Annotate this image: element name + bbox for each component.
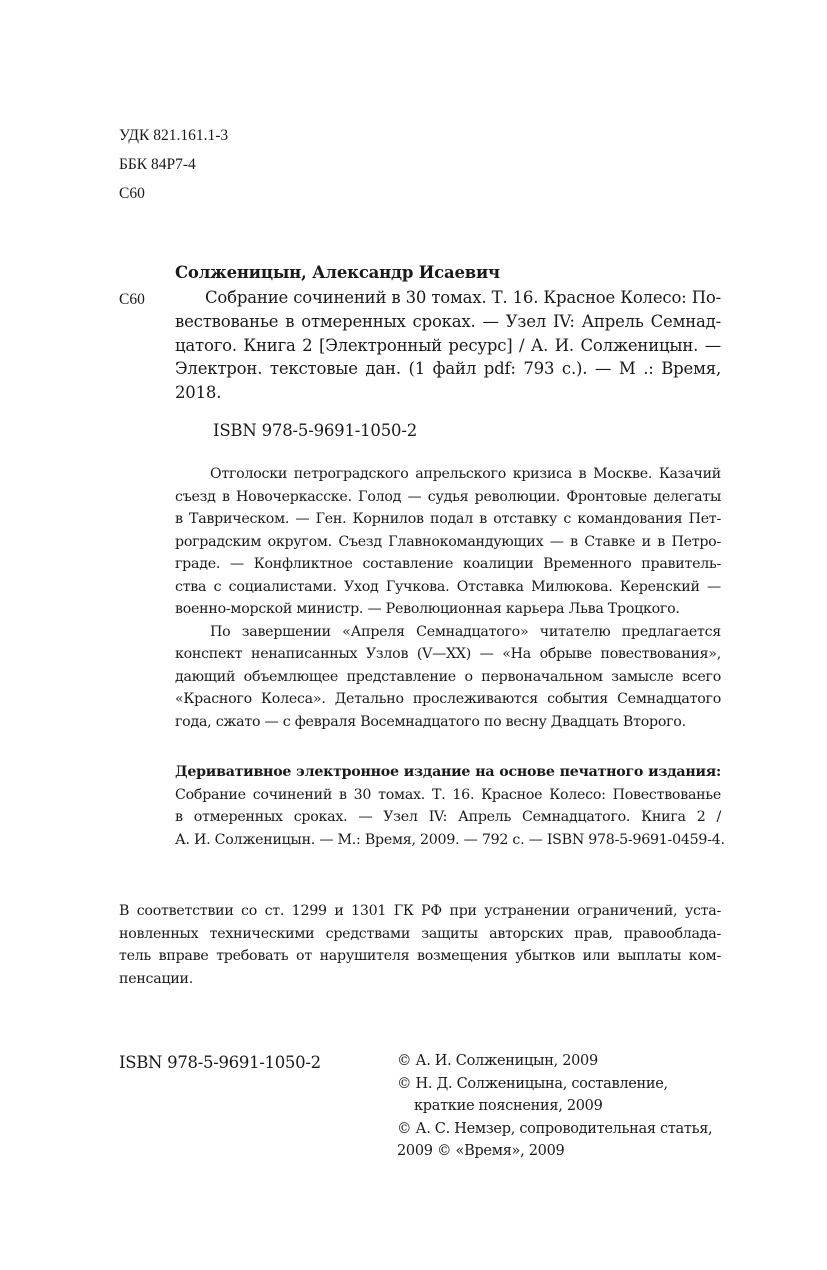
annotation-line: «Красного Колеса». Детально прослеживаются события Семнадцатого — [175, 691, 721, 707]
annotation-line: в Таврическом. — Ген. Корнилов подал в отставку с командования Пет- — [175, 511, 721, 527]
classification-codes — [119, 121, 228, 208]
copyright-line: краткие пояснения, 2009 — [414, 1098, 603, 1114]
annotation-line: граде. — Конфликтное составление коалиции Временного правитель- — [175, 556, 721, 572]
legal-line: пенсации. — [119, 970, 194, 987]
annotation-line: съезд в Новочеркасске. Голод — судья революции. Фронтовые делегаты — [175, 488, 721, 505]
legal-line: В соответствии со ст. 1299 и 1301 ГК РФ при устранении ограничений, уста- — [119, 903, 721, 919]
copyright-line: © А. С. Немзер, сопроводительная статья, — [397, 1120, 713, 1137]
udk-code: УДК 821.161.1-3 — [119, 127, 229, 144]
derivative-line: Собрание сочинений в 30 томах. Т. 16. Красное Колесо: Повествованье — [175, 786, 721, 803]
annotation — [175, 463, 721, 733]
footer-isbn: ISBN 978-5-9691-1050-2 — [119, 1053, 321, 1072]
description-line: 2018. — [175, 383, 222, 403]
derivative-line: А. И. Солженицын. — М.: Время, 2009. — 792 с. — ISBN 978-5-9691-0459-4. — [175, 831, 725, 848]
catalog-author-sign: С60 — [119, 291, 145, 308]
description-line: Собрание сочинений в 30 томах. Т. 16. Красное Колесо: По- — [205, 288, 721, 307]
annotation-line: военно-морской министр. — Революционная карьера Льва Троцкого. — [175, 601, 680, 617]
copyright-block — [397, 1050, 712, 1163]
annotation-line: ства с социалистами. Уход Гучкова. Отставка Милюкова. Керенский — — [175, 578, 721, 595]
description-line: цатого. Книга 2 [Электронный ресурс] / А. И. Солженицын. — — [175, 335, 721, 355]
catalog-author: Солженицын, Александр Исаевич — [175, 263, 500, 282]
legal-line: тель вправе требовать от нарушителя возмещения убытков или выплаты ком- — [119, 948, 721, 964]
derivative-heading: Деривативное электронное издание на основе печатного издания: — [175, 764, 721, 780]
bbk-code: ББК 84Р7-4 — [119, 156, 196, 173]
legal-line: новленных техническими средствами защиты авторских прав, правооблада- — [119, 925, 721, 942]
annotation-line: роградским округом. Съезд Главнокомандующих — в Ставке и в Петро- — [175, 533, 721, 550]
copyright-line: © Н. Д. Солженицына, составление, — [397, 1075, 668, 1092]
legal-notice — [119, 900, 721, 990]
catalog-description — [175, 286, 721, 405]
author-sign: С60 — [119, 185, 145, 202]
derivative-edition-note — [175, 761, 725, 851]
copyright-line: © А. И. Солженицын, 2009 — [397, 1053, 598, 1069]
annotation-line: конспект ненаписанных Узлов (V—XX) — «На обрыве повествования», — [175, 646, 721, 662]
derivative-line: в отмеренных сроках. — Узел IV: Апрель Семнадцатого. Книга 2 / — [175, 809, 721, 825]
description-line: Электрон. текстовые дан. (1 файл pdf: 793 с.). — М .: Время, — [175, 359, 721, 379]
annotation-line: По завершении «Апреля Семнадцатого» читателю предлагается — [210, 623, 721, 640]
copyright-line: 2009 © «Время», 2009 — [397, 1143, 565, 1159]
annotation-line: дающий объемлющее представление о первоначальном замысле всего — [175, 668, 721, 685]
annotation-line: года, сжато — с февраля Восемнадцатого по весну Двадцать Второго. — [175, 713, 686, 730]
catalog-isbn: ISBN 978-5-9691-1050-2 — [213, 421, 418, 440]
annotation-line: Отголоски петроградского апрельского кризиса в Москве. Казачий — [210, 466, 721, 482]
description-line: вествованье в отмеренных сроках. — Узел IV: Апрель Семнад- — [175, 311, 721, 331]
